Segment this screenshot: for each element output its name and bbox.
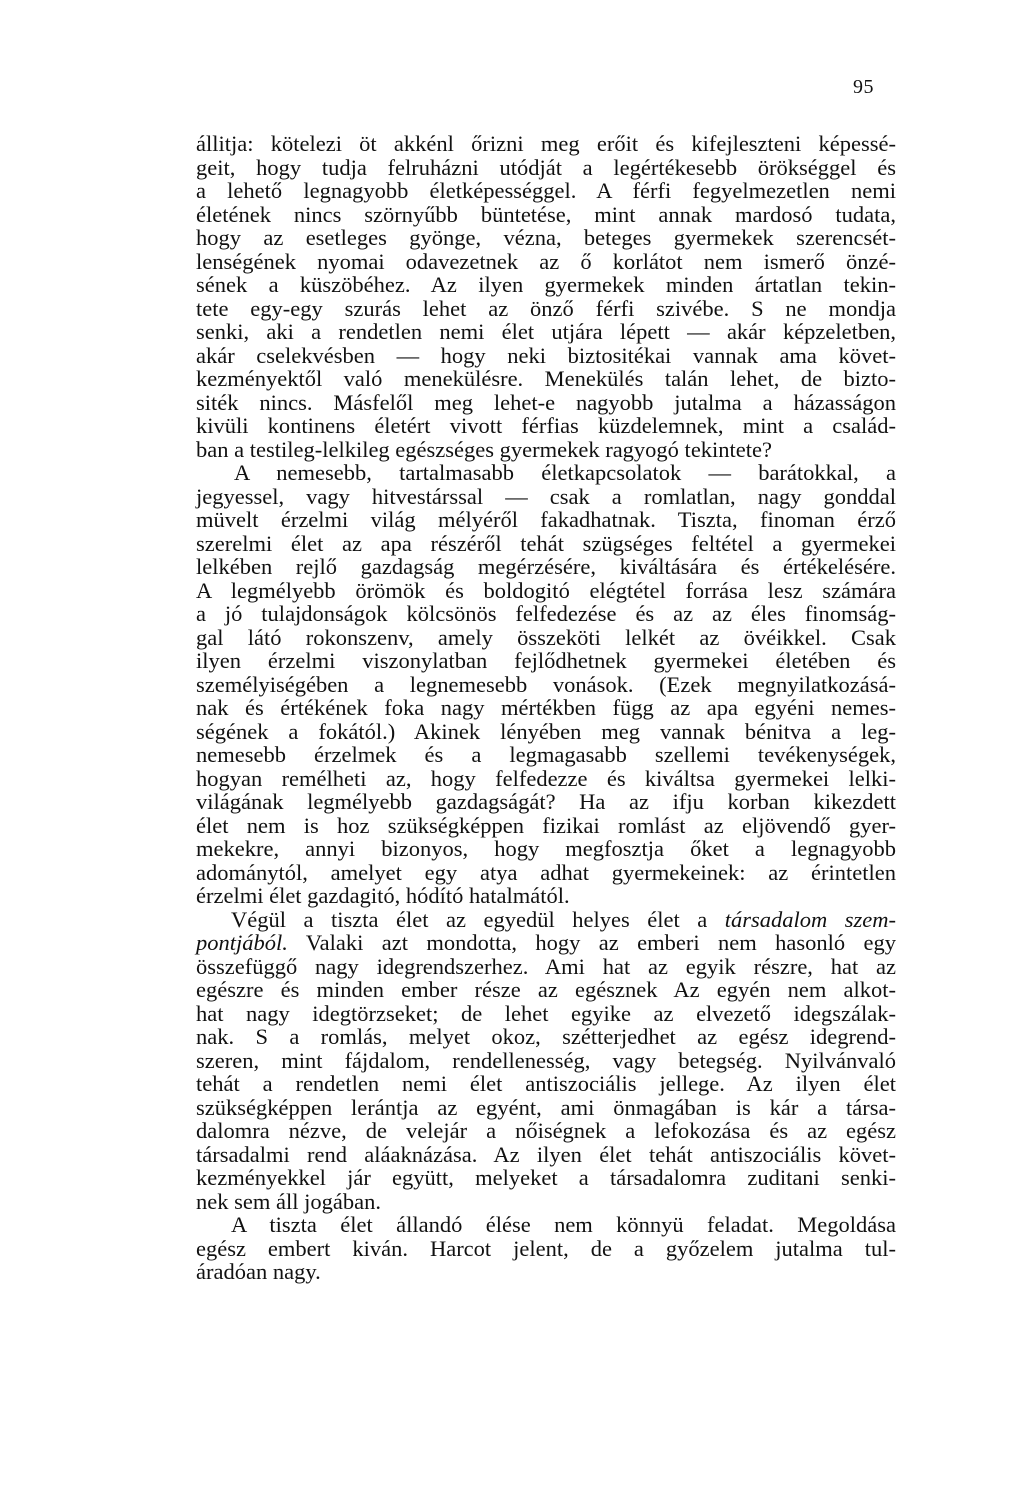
text-line <box>196 1260 896 1284</box>
text-line <box>196 861 896 885</box>
line-text: sének a küszöbéhez. Az ilyen gyermekek minden ártatlan tekin- <box>196 272 896 297</box>
line-text: szerelmi élet az apa részéről tehát szügséges feltétel a gyermekei <box>196 530 896 556</box>
text-line <box>196 649 896 673</box>
italic-text: társadalom szem- <box>724 906 896 932</box>
line-text: ban a testileg-lelkileg egészséges gyermekek ragyogó tekintete? <box>196 436 773 462</box>
line-text: ségének a fokától.) Akinek lényében meg vannak bénitva a leg- <box>196 718 896 744</box>
line-text: áradóan nagy. <box>196 1259 321 1284</box>
page-number: 95 <box>853 76 874 98</box>
line-text: hogyan remélheti az, hogy felfedezze és kiváltsa gyermekei lelki- <box>196 765 896 791</box>
line-text: tete egy-egy szurás lehet az önző férfi szivébe. S ne mondja <box>196 295 896 321</box>
text-line <box>196 767 896 791</box>
text-line <box>196 344 896 368</box>
line-text: tehát a rendetlen nemi élet antiszociális jellege. Az ilyen élet <box>196 1071 896 1096</box>
text-line <box>196 743 896 767</box>
italic-text: pontjából. <box>196 930 288 955</box>
line-text: egészre és minden ember része az egésznek Az egyén nem alkot- <box>196 977 896 1002</box>
text-line <box>196 320 896 344</box>
text-line <box>196 579 896 603</box>
line-text: Végül a tiszta élet az egyedül helyes élet a <box>231 906 725 932</box>
body-text <box>196 132 896 1284</box>
text-line <box>196 438 896 462</box>
line-text: mekekre, annyi bizonyos, hogy megfosztja őket a legnagyobb <box>196 836 896 861</box>
text-line <box>196 908 896 932</box>
text-line <box>196 367 896 391</box>
line-text: ilyen érzelmi viszonylatban fejlődhetnek gyermekei életében és <box>196 648 896 673</box>
line-text: kezményekkel jár együtt, melyeket a társadalomra zuditani senki- <box>196 1165 896 1190</box>
line-text: nak és értékének foka nagy mértékben függ az apa egyéni nemes- <box>196 695 896 720</box>
line-text: szeren, mint fájdalom, rendellenesség, vagy betegség. Nyilvánvaló <box>196 1047 896 1073</box>
line-text: müvelt érzelmi világ mélyéről fakadhatnak. Tiszta, finoman érző <box>196 507 896 532</box>
text-line <box>196 1002 896 1026</box>
text-line <box>196 1025 896 1049</box>
text-line <box>196 532 896 556</box>
text-line <box>196 1166 896 1190</box>
text-line <box>196 461 896 485</box>
text-line <box>196 273 896 297</box>
line-text: siték nincs. Másfelől meg lehet-e nagyobb jutalma a házasságon <box>196 389 896 415</box>
text-line <box>196 555 896 579</box>
line-text: A nemesebb, tartalmasabb életkapcsolatok — barátokkal, a <box>234 460 896 485</box>
line-text: adománytól, amelyet egy atya adhat gyermekeinek: az érintetlen <box>196 859 896 885</box>
line-text: nemesebb érzelmek és a legmagasabb szellemi tevékenységek, <box>196 742 896 767</box>
text-line <box>196 156 896 180</box>
text-line <box>196 1213 896 1237</box>
text-line <box>196 508 896 532</box>
line-text: életének nincs szörnyűbb büntetése, mint annak mardosó tudata, <box>196 201 896 227</box>
text-line <box>196 696 896 720</box>
text-line <box>196 414 896 438</box>
line-text: geit, hogy tudja felruházni utódját a legértékesebb örökséggel és <box>196 154 896 180</box>
line-text: világának legmélyebb gazdagságát? Ha az ifju korban kikezdett <box>196 789 896 814</box>
line-text: nak. S a romlás, melyet okoz, szétterjedhet az egész idegrend- <box>196 1024 896 1049</box>
line-text: senki, aki a rendetlen nemi élet utjára lépett — akár képzeletben, <box>196 319 896 344</box>
text-line <box>196 814 896 838</box>
line-text: a lehető legnagyobb életképességgel. A férfi fegyelmezetlen nemi <box>196 178 896 203</box>
line-text: egész embert kiván. Harcot jelent, de a győzelem jutalma tul- <box>196 1235 896 1261</box>
line-text: lelkében rejlő gazdagság megérzésére, kiváltására és értékelésére. <box>196 554 896 579</box>
text-line <box>196 673 896 697</box>
line-text: gal látó rokonszenv, amely összeköti lelkét az övéikkel. Csak <box>196 624 896 650</box>
text-line <box>196 485 896 509</box>
text-line <box>196 602 896 626</box>
line-text: kezményektől való menekülésre. Menekülés talán lehet, de bizto- <box>196 366 896 391</box>
text-line <box>196 1237 896 1261</box>
text-line <box>196 250 896 274</box>
line-text: Valaki azt mondotta, hogy az emberi nem hasonló egy <box>287 930 896 955</box>
text-line <box>196 1096 896 1120</box>
text-line <box>196 837 896 861</box>
text-line <box>196 955 896 979</box>
text-line <box>196 179 896 203</box>
line-text: összefüggő nagy idegrendszerhez. Ami hat az egyik részre, hat az <box>196 953 896 979</box>
line-text: élet nem is hoz szükségképpen fizikai romlást az eljövendő gyer- <box>196 812 896 838</box>
text-line <box>196 790 896 814</box>
line-text: nek sem áll jogában. <box>196 1188 381 1214</box>
text-line <box>196 720 896 744</box>
line-text: személyiségében a legnemesebb vonások. (Ezek megnyilatkozásá- <box>196 671 896 697</box>
text-line <box>196 1072 896 1096</box>
text-line <box>196 297 896 321</box>
text-line <box>196 931 896 955</box>
line-text: társadalmi rend aláaknázása. Az ilyen élet tehát antiszociális követ- <box>196 1141 896 1167</box>
line-text: A legmélyebb örömök és boldogitó elégtétel forrása lesz számára <box>196 577 896 603</box>
text-line <box>196 132 896 156</box>
line-text: A tiszta élet állandó élése nem könnyü feladat. Megoldása <box>231 1212 896 1237</box>
line-text: kivüli kontinens életért vivott férfias küzdelemnek, mint a család- <box>196 413 896 438</box>
text-line <box>196 1190 896 1214</box>
text-line <box>196 626 896 650</box>
text-line <box>196 1049 896 1073</box>
text-line <box>196 203 896 227</box>
line-text: lenségének nyomai odavezetnek az ő korlátot nem ismerő önzé- <box>196 248 896 274</box>
text-line <box>196 391 896 415</box>
text-line <box>196 1143 896 1167</box>
text-line <box>196 884 896 908</box>
text-line <box>196 226 896 250</box>
line-text: dalomra nézve, de velejár a nőiségnek a lefokozása és az egész <box>196 1118 896 1143</box>
line-text: érzelmi élet gazdagitó, hódító hatalmától. <box>196 883 570 908</box>
line-text: hat nagy idegtörzseket; de lehet egyike az elvezető idegszálak- <box>196 1000 896 1026</box>
line-text: szükségképpen lerántja az egyént, ami önmagában is kár a társa- <box>196 1094 896 1120</box>
text-line <box>196 1119 896 1143</box>
line-text: állitja: kötelezi öt akkénl őrizni meg erőit és kifejleszteni képessé- <box>196 131 896 156</box>
line-text: hogy az esetleges gyönge, vézna, beteges gyermekek szerencsét- <box>196 225 896 250</box>
line-text: a jó tulajdonságok kölcsönös felfedezése és az az éles finomság- <box>196 601 896 626</box>
line-text: akár cselekvésben — hogy neki biztositékai vannak ama követ- <box>196 342 896 368</box>
text-line <box>196 978 896 1002</box>
line-text: jegyessel, vagy hitvestárssal — csak a romlatlan, nagy gonddal <box>196 483 896 509</box>
